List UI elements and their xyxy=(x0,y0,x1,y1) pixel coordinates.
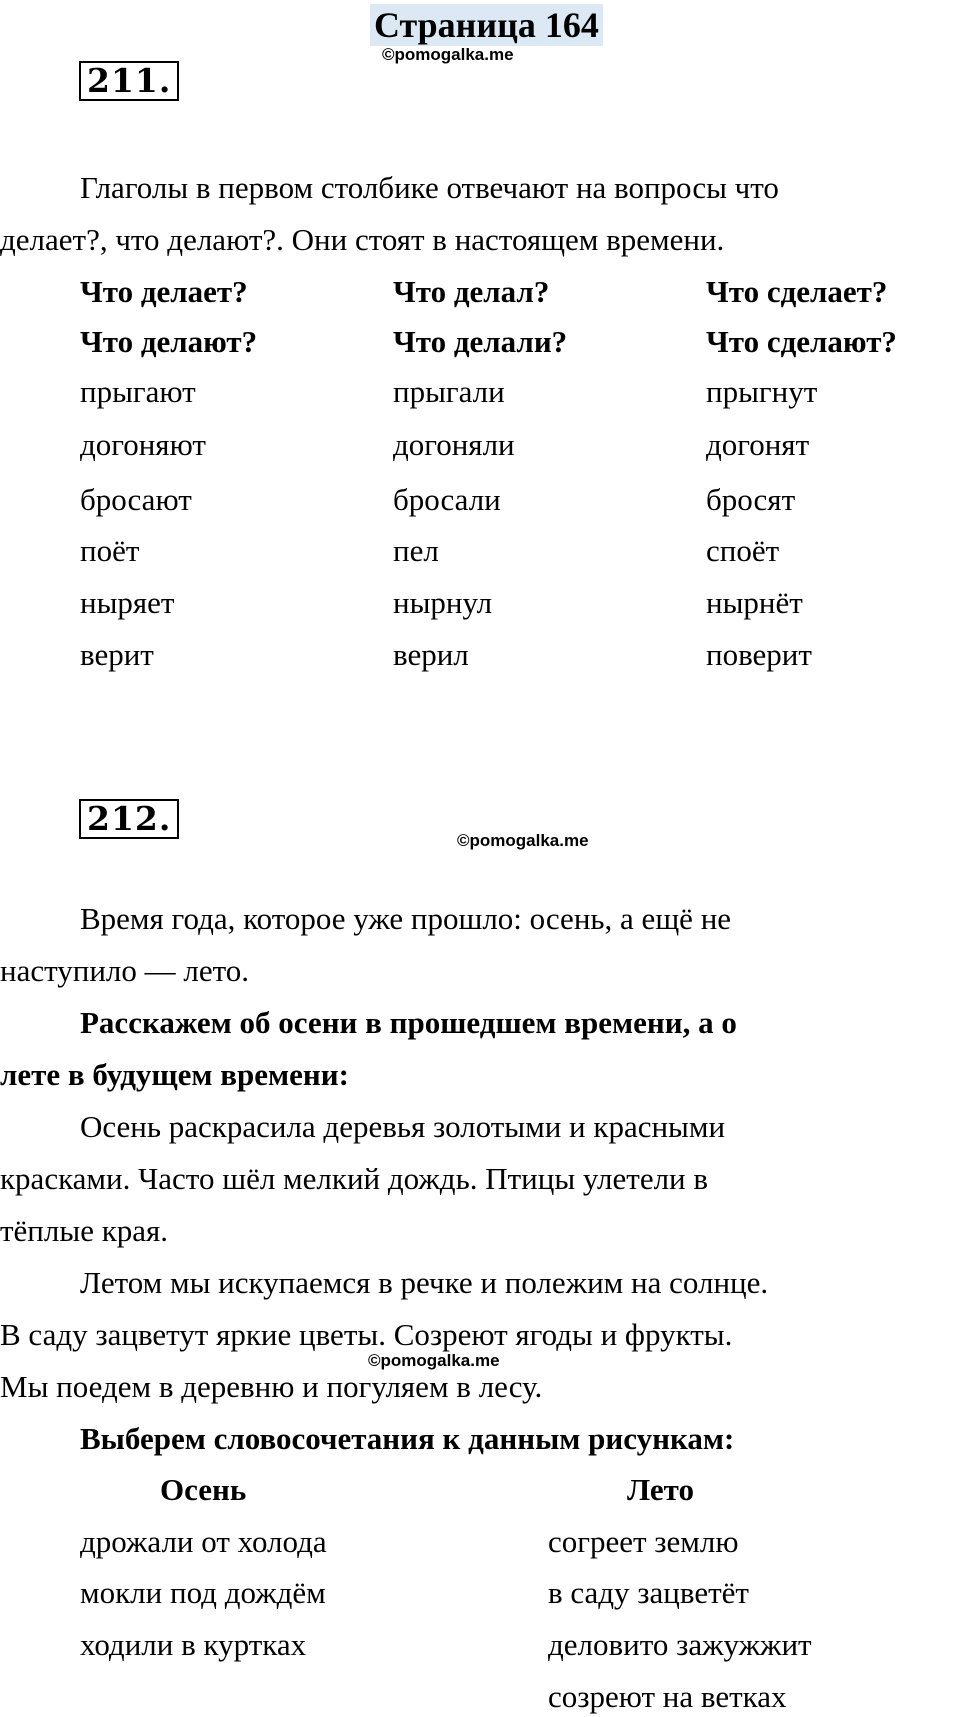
table-header: Что делают? xyxy=(80,324,258,359)
task212-p3-line-3: Мы поедем в деревню и погуляем в лесу. xyxy=(0,1369,543,1404)
table-header: Что делает? xyxy=(80,274,248,309)
watermark: ©pomogalka.me xyxy=(382,45,514,64)
task-number-211: 211. xyxy=(79,61,179,101)
task211-intro-line-2: делает?, что делают?. Они стоят в настоящем времени. xyxy=(0,222,725,257)
task212-p2-line-3: тёплые края. xyxy=(0,1213,169,1248)
table-cell: поёт xyxy=(80,533,140,568)
table-header: Что сделает? xyxy=(706,274,888,309)
task212-p3-line-1: Летом мы искупаемся в речке и полежим на солнце. xyxy=(80,1265,769,1300)
choose-heading: Выберем словосочетания к данным рисункам: xyxy=(80,1421,735,1456)
table-cell: нырнул xyxy=(393,585,493,620)
table-cell: бросят xyxy=(706,482,796,517)
list-item: созреют на ветках xyxy=(548,1679,787,1714)
table-header: Что делали? xyxy=(393,324,568,359)
table-cell: верил xyxy=(393,637,469,672)
column-title-autumn: Осень xyxy=(160,1472,247,1507)
table-header: Что делал? xyxy=(393,274,550,309)
table-cell: бросали xyxy=(393,482,501,517)
table-cell: споёт xyxy=(706,533,780,568)
list-item: ходили в куртках xyxy=(80,1627,307,1662)
list-item: деловито зажужжит xyxy=(548,1627,812,1662)
task-number-212: 212. xyxy=(79,799,179,839)
watermark: ©pomogalka.me xyxy=(368,1351,500,1370)
table-cell: прыгали xyxy=(393,374,505,409)
table-cell: догоняют xyxy=(80,427,206,462)
table-cell: верит xyxy=(80,637,154,672)
page-title: Страница 164 xyxy=(370,4,603,46)
table-cell: догоняли xyxy=(393,427,515,462)
task212-p3-line-2: В саду зацветут яркие цветы. Созреют ягоды и фрукты. xyxy=(0,1317,733,1352)
task212-bold-line-1: Расскажем об осени в прошедшем времени, а о xyxy=(80,1005,737,1040)
table-cell: прыгают xyxy=(80,374,196,409)
column-title-summer: Лето xyxy=(627,1472,694,1507)
task212-bold-line-2: лете в будущем времени: xyxy=(0,1057,349,1092)
table-cell: нырнёт xyxy=(706,585,803,620)
list-item: дрожали от холода xyxy=(80,1524,327,1559)
table-cell: прыгнут xyxy=(706,374,818,409)
watermark: ©pomogalka.me xyxy=(457,831,589,850)
task212-p2-line-2: красками. Часто шёл мелкий дождь. Птицы улетели в xyxy=(0,1161,709,1196)
table-cell: поверит xyxy=(706,637,812,672)
task211-intro-line-1: Глаголы в первом столбике отвечают на вопросы что xyxy=(80,170,779,205)
table-cell: пел xyxy=(393,533,439,568)
task212-p2-line-1: Осень раскрасила деревья золотыми и красными xyxy=(80,1109,726,1144)
table-header: Что сделают? xyxy=(706,324,897,359)
list-item: согреет землю xyxy=(548,1524,739,1559)
table-cell: догонят xyxy=(706,427,810,462)
table-cell: ныряет xyxy=(80,585,175,620)
task212-p1-line-2: наступило — лето. xyxy=(0,953,250,988)
task212-p1-line-1: Время года, которое уже прошло: осень, а ещё не xyxy=(80,901,732,936)
table-cell: бросают xyxy=(80,482,192,517)
list-item: мокли под дождём xyxy=(80,1575,326,1610)
list-item: в саду зацветёт xyxy=(548,1575,749,1610)
